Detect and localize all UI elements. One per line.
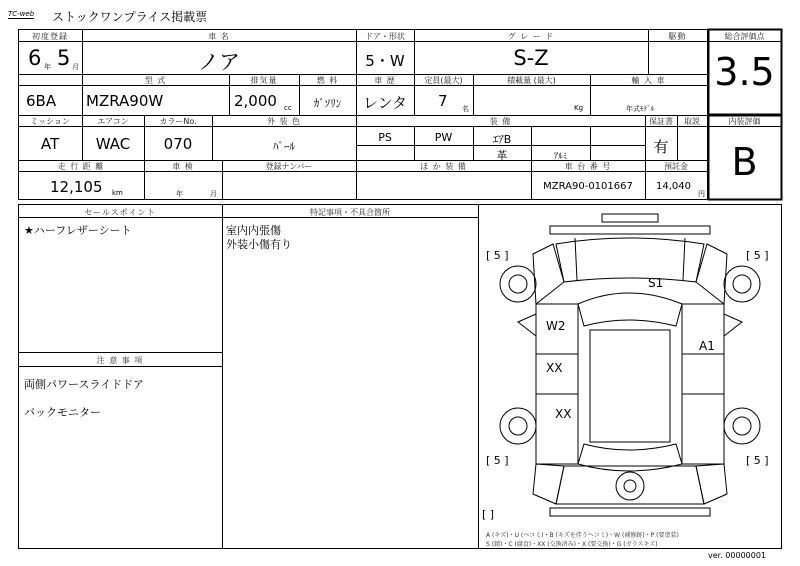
unit-person: 名 xyxy=(462,105,469,113)
label-capacity: 定員(最大) xyxy=(424,76,463,85)
label-equipment: 装 備 xyxy=(489,117,512,126)
capacity-value: 7 xyxy=(438,92,448,110)
exterior-color-value: ﾊﾟｰﾙ xyxy=(273,140,295,153)
label-name: 車 名 xyxy=(208,32,230,41)
label-reg-number: 登録ナンバー xyxy=(265,162,313,171)
label-other-equipment: ほ か 装 備 xyxy=(420,162,467,171)
defect-2: 外装小傷有り xyxy=(226,238,292,251)
reg-month: 5 xyxy=(57,46,71,70)
tire-rl: [ 5 ] xyxy=(486,454,509,467)
label-overall-score: 総合評価点 xyxy=(724,32,765,41)
displacement-value: 2,000 xyxy=(234,92,277,110)
model-prefix: 6BA xyxy=(26,92,57,110)
mark-s1: S1 xyxy=(648,276,664,290)
label-manual: 取説 xyxy=(684,117,700,126)
color-no-value: 070 xyxy=(163,135,193,153)
unit-cc: cc xyxy=(284,104,292,112)
equip-alloy: ｱﾙﾐ xyxy=(553,152,568,162)
label-chassis-no: 車 台 番 号 xyxy=(564,162,612,171)
label-grade: グ レ ー ド xyxy=(507,32,555,41)
tire-fl: [ 5 ] xyxy=(486,249,509,262)
mission-value: AT xyxy=(40,135,60,153)
reg-year: 6 xyxy=(28,46,42,70)
logo: TC-web xyxy=(8,10,35,18)
warranty-value: 有 xyxy=(653,138,669,156)
mark-xx-side: XX xyxy=(546,361,563,375)
label-sales-points: セールスポイント xyxy=(84,208,156,217)
fuel-value: ｶﾞｿﾘﾝ xyxy=(313,97,342,110)
history-value: レンタ xyxy=(362,94,408,112)
label-inspection: 車 検 xyxy=(172,162,194,171)
unit-km: km xyxy=(112,189,123,197)
label-deposit: 預託金 xyxy=(664,162,688,171)
unit-year: 年 xyxy=(44,63,51,71)
label-load: 積載量 (最大) xyxy=(507,76,556,85)
defect-1: 室内内張傷 xyxy=(226,224,281,237)
model-code: MZRA90W xyxy=(86,92,164,110)
sales-point-1: ★ハーフレザーシート xyxy=(24,224,132,237)
door-type: 5・W xyxy=(365,52,405,70)
label-exterior: 外 装 色 xyxy=(266,117,302,126)
mark-w2: W2 xyxy=(546,319,566,333)
deposit-value: 14,040 xyxy=(656,181,691,192)
unit-month: 月 xyxy=(72,63,79,71)
vehicle-name: ノア xyxy=(198,50,240,74)
legend-line-2: S (錆)・C (腐食)・XX (交換済み)・X (要交換)・G (ガラスキズ) xyxy=(486,541,658,548)
overall-score: 3.5 xyxy=(714,50,775,94)
equip-leather: 革 xyxy=(496,149,508,162)
label-aircon: エアコン xyxy=(97,117,129,126)
chassis-no-value: MZRA90-0101667 xyxy=(543,181,633,192)
label-drive: 駆動 xyxy=(668,32,687,41)
caution-1: 両側パワースライドドア xyxy=(24,378,144,391)
label-model: 型 式 xyxy=(144,76,167,85)
tire-fr: [ 5 ] xyxy=(746,249,769,262)
mark-a1: A1 xyxy=(699,339,715,353)
legend-line-1: A (キズ)・U (ヘコミ)・B (キズを伴うヘコミ)・W (補修跡)・P (要塗装) xyxy=(486,532,679,539)
mileage-value: 12,105 xyxy=(50,178,103,196)
document-title: ストックワンプライス掲載票 xyxy=(52,10,208,24)
label-displacement: 排気量 xyxy=(250,76,278,85)
caution-2: バックモニター xyxy=(24,406,101,419)
interior-score: B xyxy=(731,140,758,184)
label-door: ドア・形状 xyxy=(365,32,405,41)
inspection-year-unit: 年 xyxy=(176,190,183,198)
version: ver. 00000001 xyxy=(708,551,767,560)
mark-xx-rear: XX xyxy=(555,407,572,421)
label-color-no: カラーNo. xyxy=(159,117,197,126)
equip-pw: PW xyxy=(434,131,453,144)
unit-yen: 円 xyxy=(698,190,705,198)
equip-ps: PS xyxy=(378,131,392,144)
tire-rr: [ 5 ] xyxy=(746,454,769,467)
inspection-month-unit: 月 xyxy=(210,190,217,198)
aircon-value: WAC xyxy=(95,135,131,153)
label-warranty: 保証書 xyxy=(649,117,673,126)
label-notes-defects: 特記事項・不具合箇所 xyxy=(310,208,390,217)
spare-tire-label: [ ] xyxy=(482,508,495,521)
label-history: 車 歴 xyxy=(374,76,396,85)
label-fuel: 燃 料 xyxy=(316,76,339,85)
label-interior-score: 内装評価 xyxy=(728,117,761,126)
label-cautions: 注 意 事 項 xyxy=(96,356,144,365)
equip-airbag: ｴｱB xyxy=(492,133,512,146)
label-first-reg: 初度登録 xyxy=(32,32,68,41)
label-mileage: 走 行 距 離 xyxy=(57,162,105,171)
unit-model-year: 年式ﾓﾃﾞﾙ xyxy=(626,105,654,113)
unit-kg: Kg xyxy=(574,104,584,112)
vehicle-diagram xyxy=(478,204,781,548)
label-import: 輸 入 車 xyxy=(631,76,666,85)
label-mission: ミッション xyxy=(30,117,70,126)
grade-value: S-Z xyxy=(513,46,549,70)
